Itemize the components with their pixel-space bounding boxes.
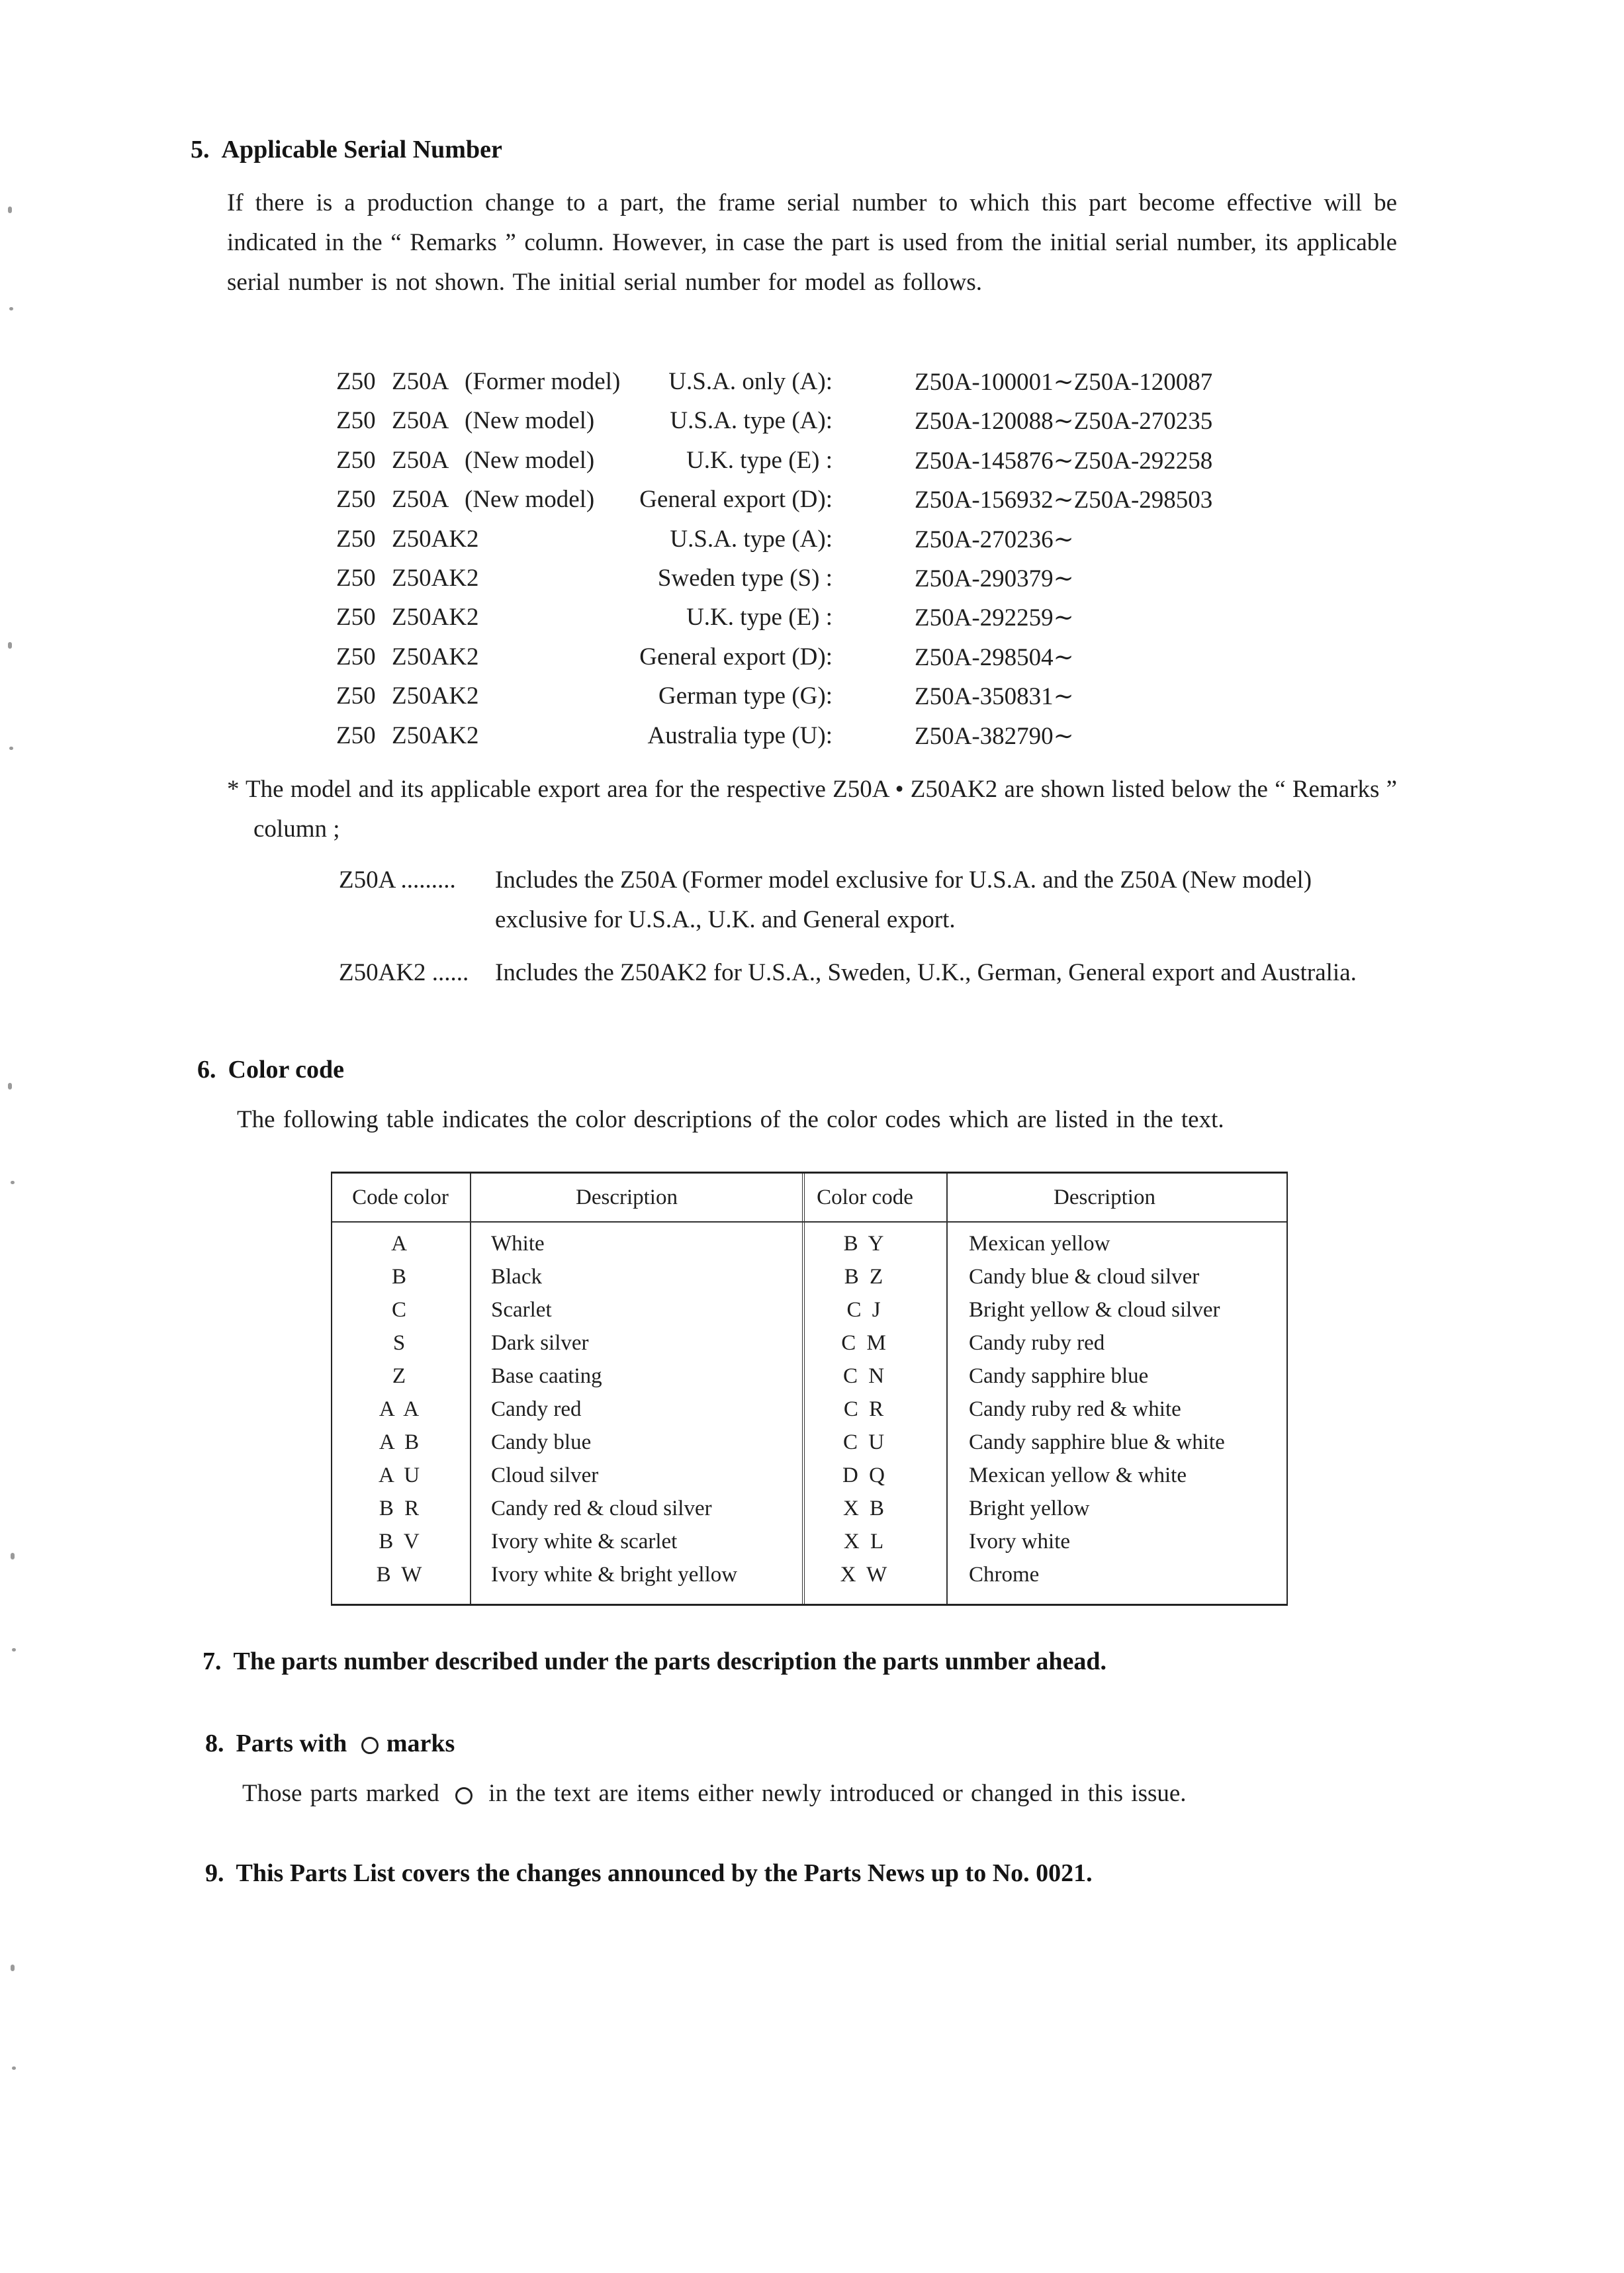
color-code-cell: C M (841, 1331, 889, 1355)
color-code-cell: B R (379, 1497, 422, 1520)
serial-region: U.K. type (E) : (686, 604, 833, 631)
section-7-heading (203, 1647, 1106, 1676)
serial-model: Z50A (392, 368, 449, 395)
serial-region: Australia type (U): (647, 721, 833, 749)
circle-mark-icon (455, 1787, 473, 1804)
serial-row (336, 603, 1276, 642)
paragraph-text-before: Those parts marked (242, 1780, 439, 1807)
color-code-cell: A B (379, 1430, 422, 1454)
description-cell: Ivory white & scarlet (491, 1530, 678, 1554)
serial-number-list (336, 367, 1276, 761)
description-cell: Scarlet (491, 1298, 552, 1322)
serial-range: Z50A-145876∼Z50A-292258 (915, 447, 1213, 475)
description-cell: Ivory white & bright yellow (491, 1563, 738, 1587)
serial-row (336, 721, 1276, 761)
serial-row (336, 525, 1276, 564)
serial-variant: (New model) (465, 486, 595, 514)
serial-model: Z50A (392, 446, 449, 474)
model-note-code: Z50AK2 ...... (339, 959, 469, 986)
serial-prefix: Z50 (336, 407, 376, 435)
section-title: This Parts List covers the changes announced by the Parts News up to No. 0021. (236, 1859, 1093, 1887)
serial-region: German type (G): (658, 682, 833, 710)
color-code-cell: B Z (844, 1265, 886, 1289)
serial-region: U.K. type (E) : (686, 446, 833, 474)
section-8-heading (205, 1729, 455, 1758)
serial-prefix: Z50 (336, 721, 376, 749)
serial-variant: (New model) (465, 446, 595, 474)
serial-row (336, 485, 1276, 524)
serial-prefix: Z50 (336, 643, 376, 671)
description-cell: Cloud silver (491, 1463, 599, 1487)
description-cell: Candy red (491, 1397, 582, 1421)
serial-row (336, 446, 1276, 485)
description-cell: Mexican yellow & white (969, 1463, 1187, 1487)
section-title-after: marks (386, 1730, 455, 1757)
serial-row (336, 682, 1276, 721)
color-code-cell: B Y (843, 1232, 887, 1256)
serial-model: Z50A (392, 486, 449, 514)
color-code-cell: C U (842, 1430, 887, 1454)
serial-prefix: Z50 (336, 368, 376, 395)
model-note-z50ak2 (339, 953, 1411, 1033)
description-cell: Mexican yellow (969, 1232, 1110, 1256)
section-title: The parts number described under the parts description the parts unmber ahead. (233, 1647, 1107, 1675)
serial-range: Z50A-350831∼ (915, 683, 1074, 711)
table-header-cell: Code color (352, 1185, 449, 1209)
serial-row (336, 564, 1276, 603)
serial-row (336, 367, 1276, 406)
color-code-cell: B V (379, 1530, 422, 1554)
serial-range: Z50A-290379∼ (915, 565, 1074, 592)
serial-region: U.S.A. only (A): (668, 368, 833, 395)
description-cell: Black (491, 1265, 542, 1289)
description-cell: Candy red & cloud silver (491, 1497, 712, 1520)
model-note: * The model and its applicable export area for the respective Z50A • Z50AK2 are shown listed below the “ Remarks ” column ; (227, 776, 1397, 843)
description-cell: Candy ruby red & white (969, 1397, 1181, 1421)
serial-range: Z50A-292259∼ (915, 604, 1074, 632)
color-code-cell: A U (378, 1463, 423, 1487)
section-6-heading (197, 1055, 344, 1084)
section-number: 7. (203, 1647, 222, 1675)
description-cell: Candy sapphire blue & white (969, 1430, 1225, 1454)
serial-model: Z50AK2 (392, 682, 479, 710)
serial-model: Z50AK2 (392, 525, 479, 553)
color-code-cell: C N (842, 1364, 887, 1388)
model-note-z50a (339, 860, 1411, 940)
color-code-cell: A A (379, 1397, 422, 1421)
serial-prefix: Z50 (336, 564, 376, 592)
serial-range: Z50A-382790∼ (915, 722, 1074, 750)
description-cell: Candy ruby red (969, 1331, 1105, 1355)
section-8-paragraph (242, 1774, 1433, 1814)
section-5-heading (191, 135, 502, 164)
color-code-cell: C J (846, 1298, 883, 1322)
model-note-text: Includes the Z50A (Former model exclusive for U.S.A. and the Z50A (New model) exclusive for U.S.A., U.K. and General export. (495, 866, 1312, 933)
circle-mark-icon (361, 1737, 379, 1754)
description-cell: Ivory white (969, 1530, 1071, 1554)
table-header-cell: Description (576, 1185, 678, 1209)
description-cell: Dark silver (491, 1331, 589, 1355)
serial-variant: (New model) (465, 407, 595, 435)
description-cell: Bright yellow (969, 1497, 1090, 1520)
serial-range: Z50A-156932∼Z50A-298503 (915, 487, 1213, 514)
section-number: 9. (205, 1859, 224, 1887)
color-code-cell: B W (376, 1563, 425, 1587)
description-cell: Candy blue & cloud silver (969, 1265, 1200, 1289)
section-number: 6. (197, 1056, 216, 1084)
serial-prefix: Z50 (336, 486, 376, 514)
color-code-cell: B (391, 1265, 409, 1289)
model-note-code: Z50A ......... (339, 866, 456, 894)
color-code-cell: X B (842, 1497, 887, 1520)
serial-region: U.S.A. type (A): (670, 407, 833, 435)
serial-prefix: Z50 (336, 525, 376, 553)
serial-row (336, 406, 1276, 445)
table-header-cell: Description (1054, 1185, 1155, 1209)
section-title-before: Parts with (236, 1730, 347, 1757)
section-9-heading (205, 1859, 1093, 1888)
serial-range: Z50A-120088∼Z50A-270235 (915, 408, 1213, 436)
serial-region: U.S.A. type (A): (670, 525, 833, 553)
serial-region: General export (D): (639, 486, 833, 514)
serial-variant: (Former model) (465, 368, 621, 395)
color-code-cell: D Q (842, 1463, 887, 1487)
serial-model: Z50AK2 (392, 604, 479, 631)
description-cell: Chrome (969, 1563, 1040, 1587)
description-cell: Candy blue (491, 1430, 592, 1454)
section-title: Applicable Serial Number (221, 136, 502, 163)
color-code-table (331, 1172, 1288, 1606)
section-number: 5. (191, 136, 210, 163)
model-note-text: Includes the Z50AK2 for U.S.A., Sweden, U.K., German, General export and Australia. (495, 959, 1357, 986)
color-code-cell: X L (843, 1530, 887, 1554)
description-cell: Bright yellow & cloud silver (969, 1298, 1220, 1322)
description-cell: White (491, 1232, 545, 1256)
table-header-row (332, 1174, 1286, 1223)
table-header-cell: Color code (817, 1185, 913, 1209)
serial-model: Z50AK2 (392, 643, 479, 671)
serial-row (336, 643, 1276, 682)
serial-range: Z50A-298504∼ (915, 643, 1074, 671)
section-6-paragraph: The following table indicates the color descriptions of the color codes which are listed in the text. (237, 1106, 1224, 1133)
serial-range: Z50A-270236∼ (915, 526, 1074, 553)
serial-range: Z50A-100001∼Z50A-120087 (915, 369, 1213, 396)
section-number: 8. (205, 1730, 224, 1757)
serial-model: Z50A (392, 407, 449, 435)
color-code-cell: C (391, 1298, 409, 1322)
serial-model: Z50AK2 (392, 721, 479, 749)
serial-region: Sweden type (S) : (657, 564, 833, 592)
color-code-cell: X W (840, 1563, 890, 1587)
serial-prefix: Z50 (336, 682, 376, 710)
color-code-cell: A (391, 1232, 410, 1256)
serial-model: Z50AK2 (392, 564, 479, 592)
description-cell: Candy sapphire blue (969, 1364, 1149, 1388)
serial-prefix: Z50 (336, 446, 376, 474)
paragraph-text-after: in the text are items either newly introduced or changed in this issue. (488, 1780, 1187, 1807)
color-code-cell: S (392, 1331, 408, 1355)
section-title: Color code (228, 1056, 345, 1084)
section-5-paragraph: If there is a production change to a part, the frame serial number to which this part become effective will be indicated in the “ Remarks ” column. However, in case the part is used from the initial serial number, its applicable serial number is not shown. The initial serial number for model as follows. (227, 189, 1397, 296)
description-cell: Base caating (491, 1364, 602, 1388)
color-code-cell: Z (392, 1364, 409, 1388)
color-code-cell: C R (843, 1397, 887, 1421)
serial-region: General export (D): (639, 643, 833, 671)
serial-prefix: Z50 (336, 604, 376, 631)
